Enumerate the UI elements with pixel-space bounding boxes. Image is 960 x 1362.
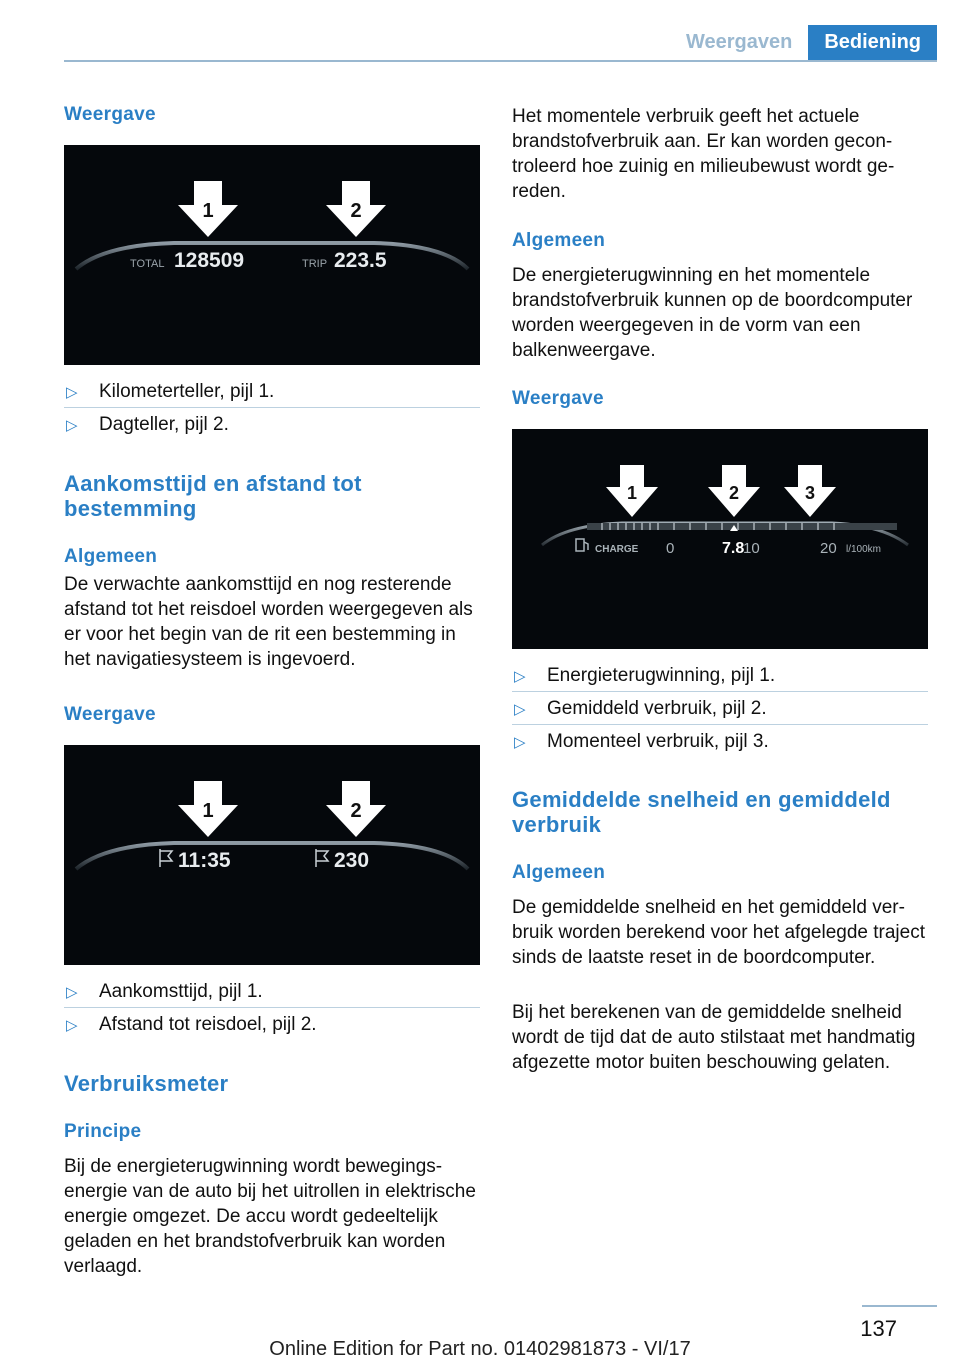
flag-icon	[160, 849, 172, 867]
footer-rule	[862, 1305, 937, 1307]
average-value: 7.8	[722, 540, 745, 557]
arrow-2-number: 2	[350, 200, 362, 222]
scale-tick-10: 10	[743, 540, 760, 557]
paragraph-average-2: Bij het berekenen van de gemiddelde snelheid wordt de tijd dat de auto stilstaat met handmatig afgezette motor buiten beschouwing gelaten.	[512, 1002, 916, 1073]
triangle-bullet-icon: ▷	[66, 384, 78, 401]
arrow-1-number: 1	[202, 800, 214, 822]
page-number: 137	[860, 1316, 897, 1341]
total-value: 128509	[174, 249, 245, 272]
triangle-bullet-icon: ▷	[514, 701, 526, 718]
header-tabs	[670, 25, 937, 61]
triangle-bullet-icon: ▷	[514, 668, 526, 685]
paragraph-general: De energieterugwinning en het momentele brandstofverbruik kunnen op de boordcomputer worden weergegeven in de vorm van een balkenweergave.	[512, 265, 913, 361]
list-item: ▷ Momenteel verbruik, pijl 3.	[512, 725, 928, 758]
section-title-arrival: Aankomsttijd en afstand tot bestemming	[64, 471, 362, 521]
figure1-label: Weergave	[64, 104, 156, 125]
paragraph-arrival: De verwachte aankomsttijd en nog resterende afstand tot het reisdoel worden weergegeven als er voor het begin van de rit een bestemming in het navigatiesysteem is ingevoerd.	[64, 574, 473, 670]
flag-icon	[316, 849, 328, 867]
arrow-3-number: 3	[804, 483, 816, 503]
paragraph-principle: Bij de energieterugwinning wordt bewegingsenergie van de auto bij het uitrollen in elektrische energie omgezet. De accu wordt gedeeltelijk geladen en het brandstofverbruik kan worden verlaagd.	[64, 1156, 476, 1277]
list-item: ▷ Gemiddeld verbruik, pijl 2.	[512, 692, 928, 725]
distance-value: 230	[334, 849, 370, 872]
list-item: ▷ Dagteller, pijl 2.	[64, 408, 480, 441]
list-item: ▷ Energieterugwinning, pijl 1.	[512, 659, 928, 692]
unit-label: l/100km	[846, 544, 882, 555]
paragraph-average-1: De gemiddelde snelheid en het gemiddeld verbruik worden berekend voor het afgelegde traject sinds de laatste reset in de boordcomputer.	[512, 897, 925, 968]
list-item: ▷ Aankomsttijd, pijl 1.	[64, 975, 480, 1008]
edition-note: Online Edition for Part no. 01402981873 - VI/17	[269, 1338, 691, 1360]
paragraph-intro: Het momentele verbruik geeft het actuele brandstofverbruik aan. Er kan worden gecontroleerd hoe zuinig en milieubewust wordt gereden.	[512, 106, 895, 202]
arrow-1-number: 1	[202, 200, 214, 222]
section-title-consumption: Verbruiksmeter	[64, 1071, 229, 1096]
arrival-figure	[64, 745, 480, 965]
figure3-label: Weergave	[512, 388, 604, 409]
list-arrival	[64, 975, 480, 1041]
figure2-label: Weergave	[64, 704, 156, 725]
subheading-algemeen: Algemeen	[512, 230, 606, 251]
list-consumption	[512, 659, 928, 758]
charge-label: CHARGE	[595, 544, 639, 555]
arrival-time-value: 11:35	[178, 849, 231, 872]
list-odometer	[64, 375, 480, 441]
trip-value: 223.5	[334, 249, 387, 272]
arrow-2-number: 2	[728, 483, 740, 503]
total-label: TOTAL	[130, 258, 165, 270]
list-item: ▷ Afstand tot reisdoel, pijl 2.	[64, 1008, 480, 1041]
odometer-figure	[64, 145, 480, 365]
triangle-bullet-icon: ▷	[66, 417, 78, 434]
header-tab-weergaven[interactable]: Weergaven	[670, 25, 808, 61]
triangle-bullet-icon: ▷	[66, 1017, 78, 1034]
subheading-algemeen: Algemeen	[512, 862, 606, 883]
section-title-average: Gemiddelde snelheid en gemiddeld verbruik	[512, 787, 891, 837]
list-item: ▷ Kilometerteller, pijl 1.	[64, 375, 480, 408]
header-tab-bediening[interactable]: Bediening	[808, 25, 937, 61]
header-rule	[64, 60, 937, 62]
subheading-principe: Principe	[64, 1121, 142, 1142]
arrow-1-number: 1	[626, 483, 638, 503]
fuel-pump-icon	[576, 539, 588, 551]
scale-tick-0: 0	[666, 540, 675, 557]
triangle-bullet-icon: ▷	[66, 984, 78, 1001]
triangle-bullet-icon: ▷	[514, 734, 526, 751]
trip-label: TRIP	[302, 258, 328, 270]
arrow-2-number: 2	[350, 800, 362, 822]
subheading-algemeen: Algemeen	[64, 546, 158, 567]
consumption-figure	[512, 429, 928, 649]
scale-tick-20: 20	[820, 540, 837, 557]
